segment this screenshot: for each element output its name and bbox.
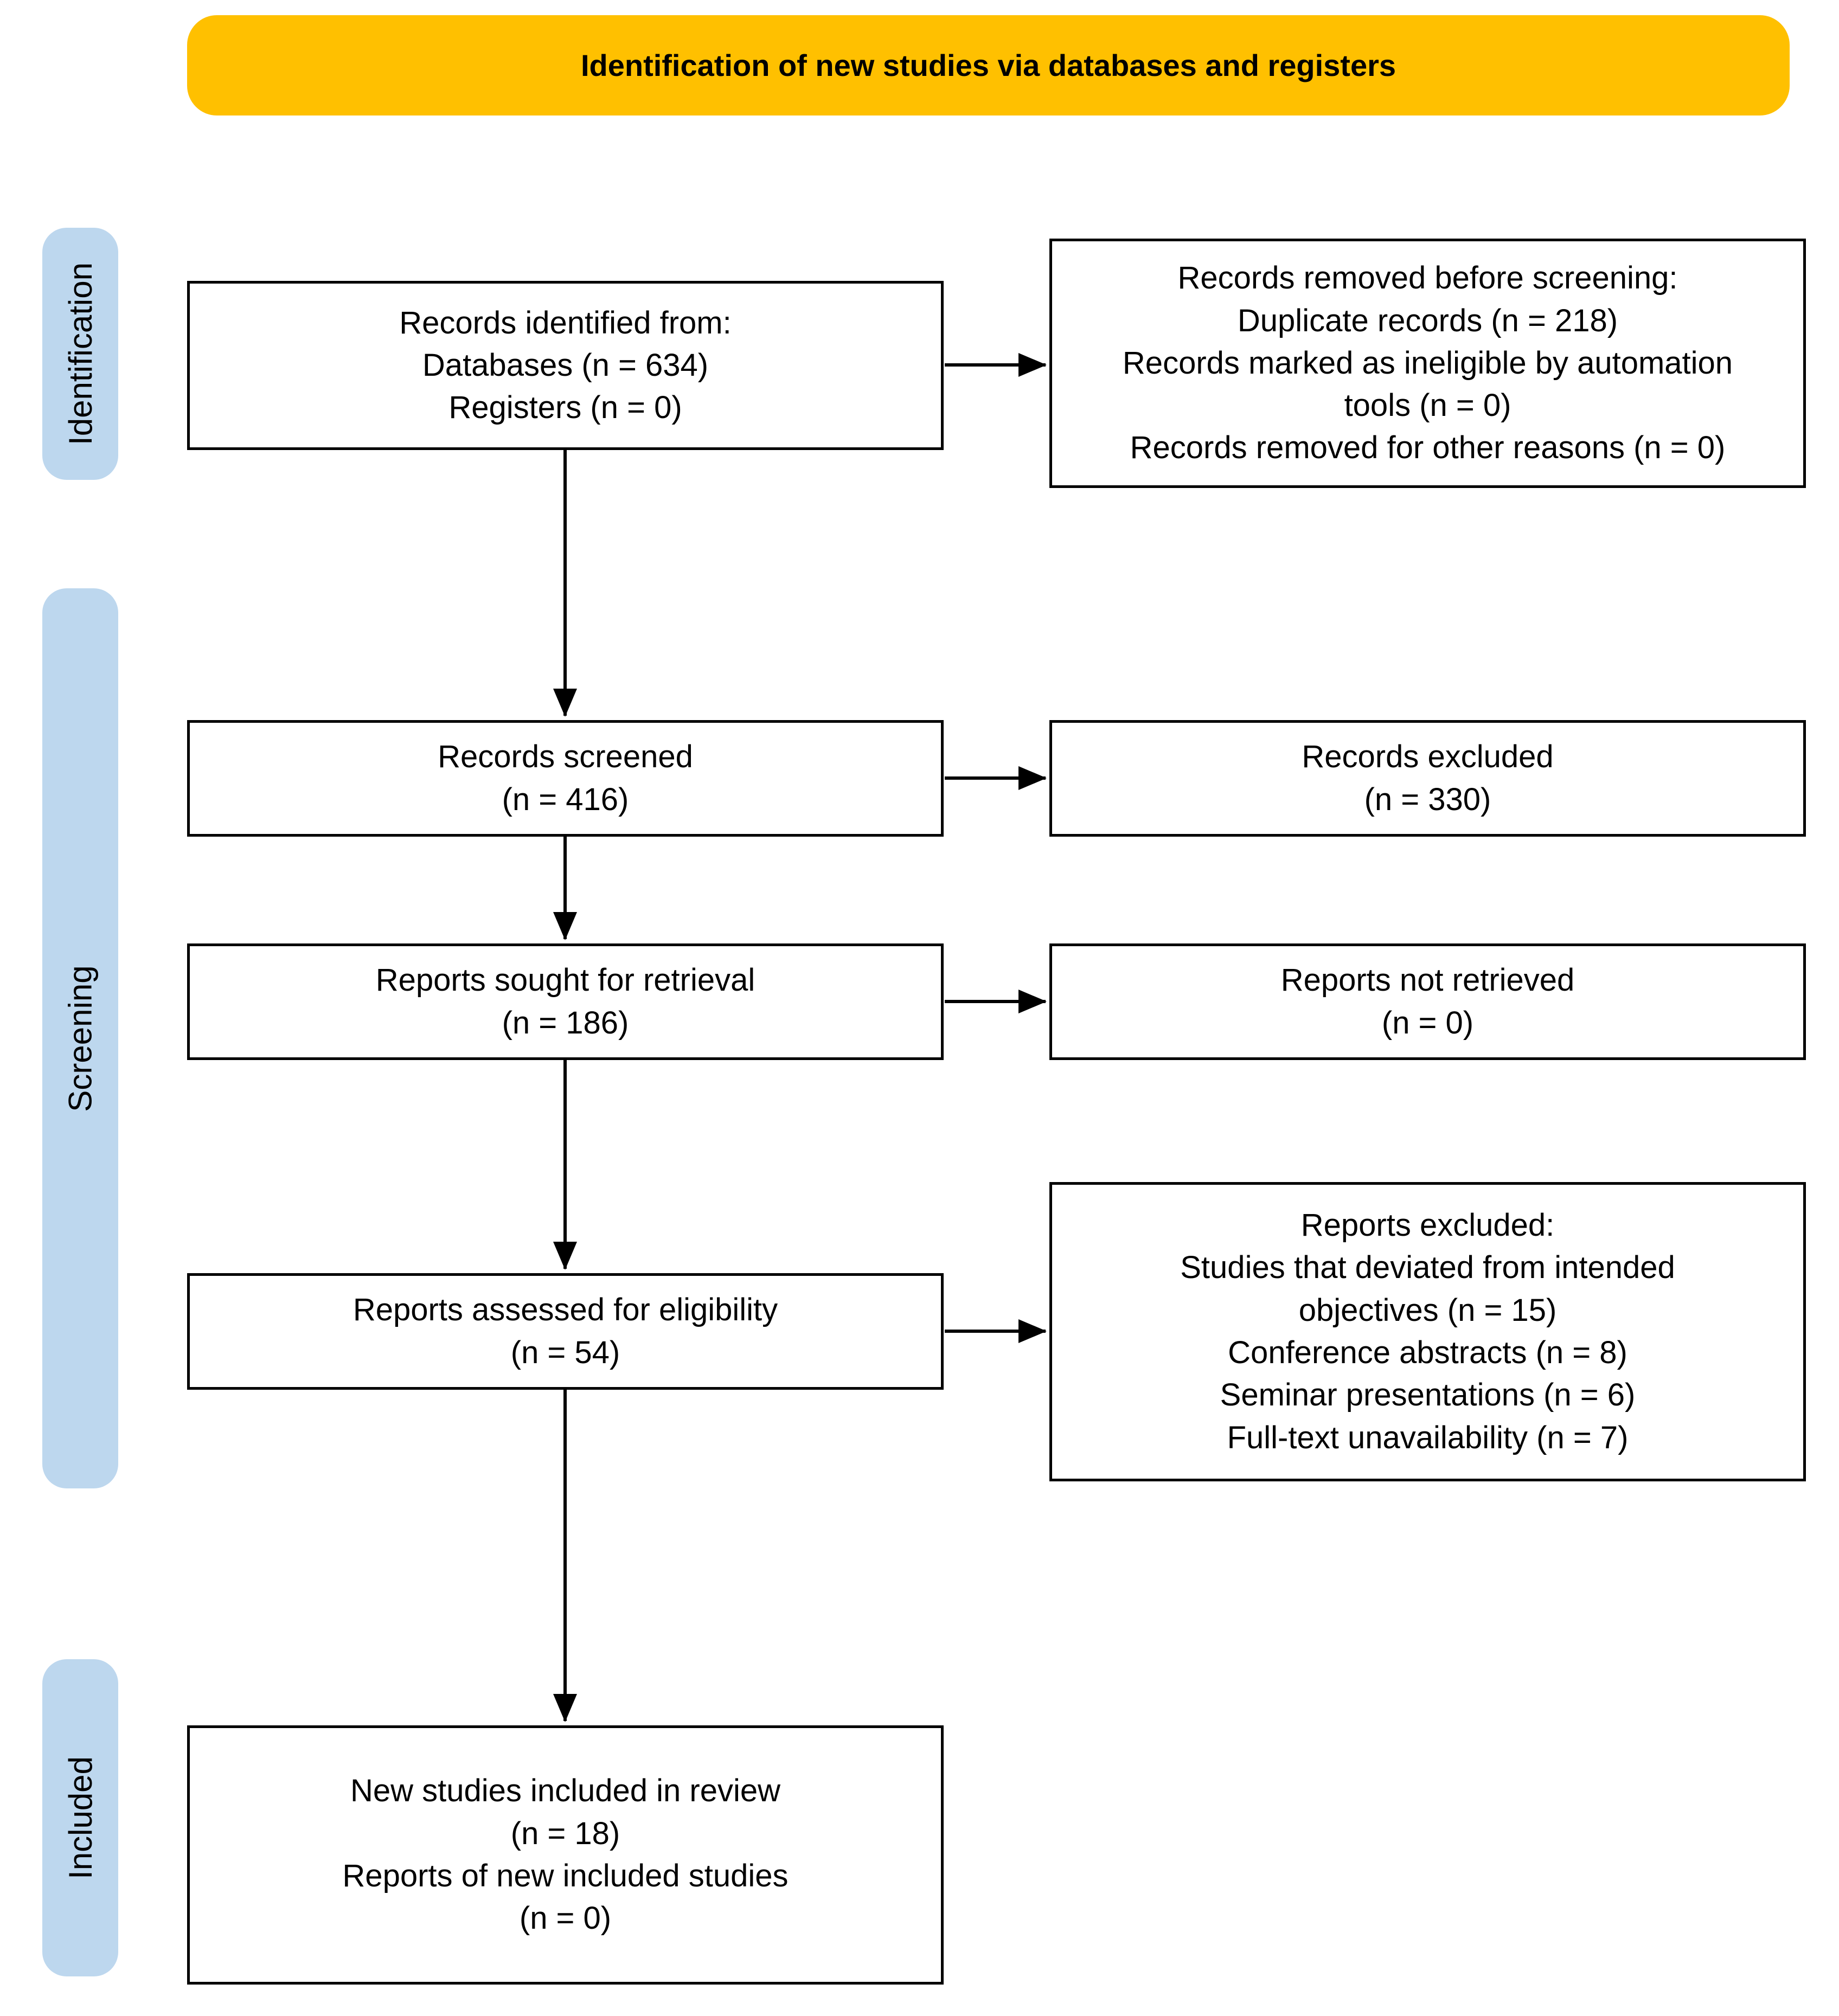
box-line: objectives (n = 15) <box>1298 1292 1557 1328</box>
box-line: Records removed for other reasons (n = 0) <box>1130 430 1726 466</box>
box-line: (n = 186) <box>502 1005 629 1041</box>
stage-label-identification: Identification <box>42 228 118 480</box>
box-line: Reports of new included studies <box>342 1858 789 1893</box>
box-reports-excluded <box>1049 1182 1806 1481</box>
box-line: (n = 416) <box>502 781 629 817</box>
box-line: Databases (n = 634) <box>422 347 709 383</box>
stage-label-screening: Screening <box>42 588 118 1488</box>
box-line: Full-text unavailability (n = 7) <box>1227 1420 1629 1455</box>
box-line: Records identified from: <box>399 305 732 341</box>
box-records-excluded <box>1049 720 1806 837</box>
box-line: Records screened <box>438 739 693 775</box>
box-line: Registers (n = 0) <box>448 390 682 426</box>
box-line: Records removed before screening: <box>1177 260 1678 296</box>
box-reports-not-retrieved <box>1049 943 1806 1060</box>
banner-label: Identification of new studies via databases and registers <box>580 48 1396 82</box>
box-line: Conference abstracts (n = 8) <box>1228 1335 1627 1370</box>
box-line: (n = 330) <box>1364 781 1491 817</box>
box-line: (n = 54) <box>510 1334 620 1370</box>
box-records-removed-before-screening <box>1049 239 1806 488</box>
box-line: Reports sought for retrieval <box>375 962 755 998</box>
banner-identification-of-new-studies <box>187 15 1790 115</box>
box-line: New studies included in review <box>350 1773 781 1809</box>
box-records-screened <box>187 720 944 837</box>
box-reports-sought-for-retrieval <box>187 943 944 1060</box>
box-line: Seminar presentations (n = 6) <box>1220 1377 1636 1413</box>
box-records-identified <box>187 281 944 450</box>
box-line: Records excluded <box>1302 739 1554 775</box>
box-line: Studies that deviated from intended <box>1180 1250 1675 1286</box>
box-line: Records marked as ineligible by automation <box>1122 345 1733 381</box>
box-line: Reports assessed for eligibility <box>353 1292 778 1328</box>
box-line: (n = 0) <box>1381 1005 1474 1041</box>
box-line: Reports not retrieved <box>1280 962 1575 998</box>
box-reports-assessed-for-eligibility <box>187 1273 944 1390</box>
box-line: (n = 18) <box>510 1815 620 1851</box>
box-line: Duplicate records (n = 218) <box>1237 303 1618 338</box>
box-line: (n = 0) <box>519 1901 612 1936</box>
stage-label-included: Included <box>42 1659 118 1976</box>
box-line: tools (n = 0) <box>1344 388 1511 423</box>
box-new-studies-included-in-review <box>187 1725 944 1985</box>
box-line: Reports excluded: <box>1300 1208 1555 1243</box>
